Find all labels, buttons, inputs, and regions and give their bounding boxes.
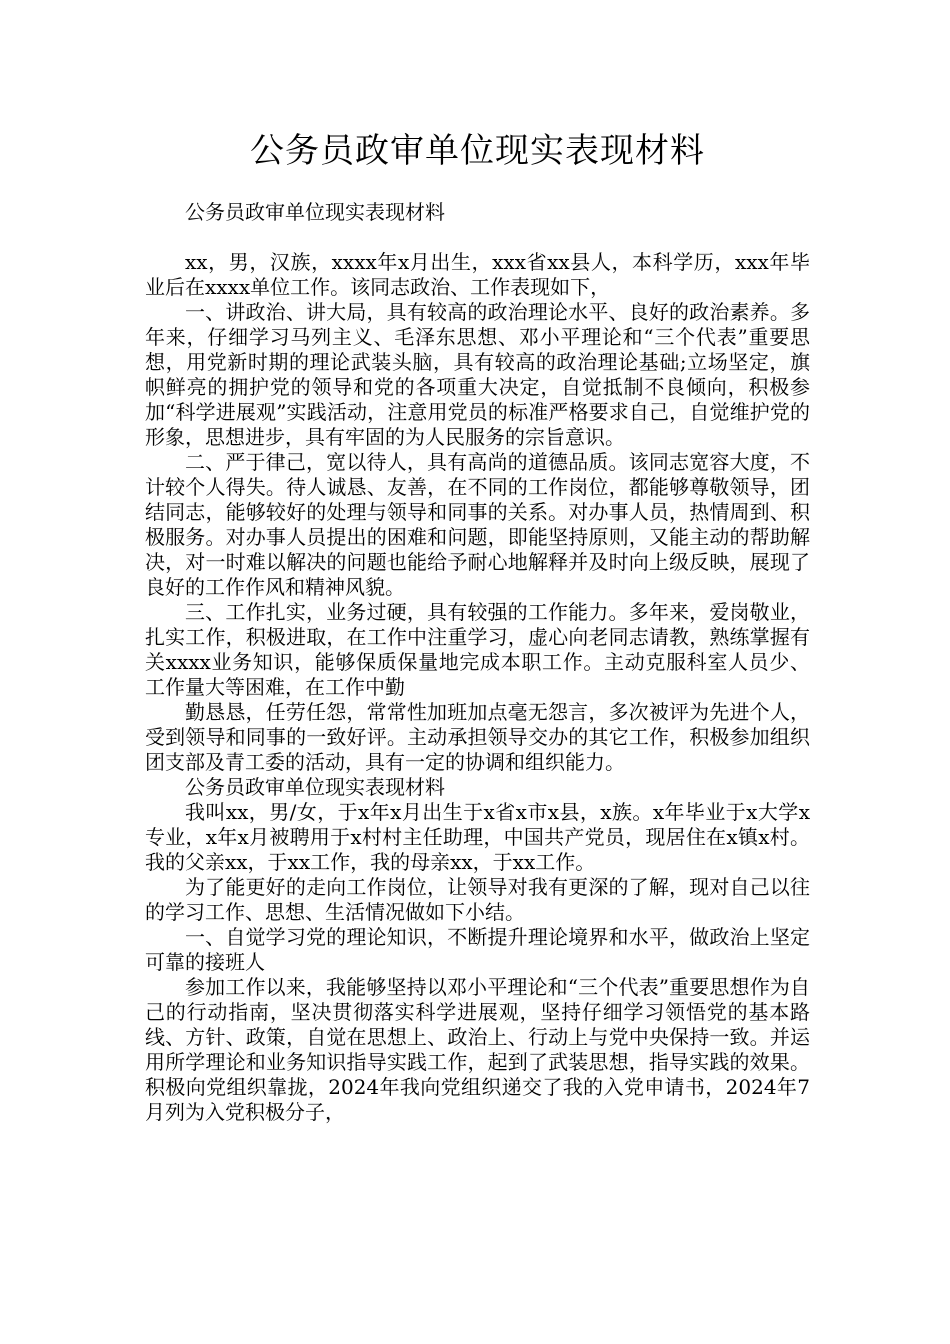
document-title: 公务员政审单位现实表现材料 <box>250 131 705 171</box>
paragraph-section-1: 一、讲政治、讲大局，具有较高的政治理论水平、良好的政治素养。多年来，仔细学习马列主义、毛泽东思想、邓小平理论和“三个代表”重要思想，用党新时期的理论武装头脑，具有较高的政治理论基础;立场坚定，旗帜鲜亮的拥护党的领导和党的各项重大决定，自觉抵制不良倾向，积极参加“科学进展观”实践活动，注意用党员的标准严格要求自己，自觉维护党的形象，思想进步，具有牢固的为人民服务的宗旨意识。 <box>145 300 810 449</box>
paragraph-section-2: 二、严于律己，宽以待人，具有高尚的道德品质。该同志宽容大度，不计较个人得失。待人诚恳、友善，在不同的工作岗位，都能够尊敬领导，团结同志，能够较好的处理与领导和同事的关系。对办事人员，热情周到、积极服务。对办事人员提出的困难和问题，即能坚持原则，又能主动的帮助解决，对一时难以解决的问题也能给予耐心地解释并及时向上级反映，展现了良好的工作作风和精神风貌。 <box>145 450 810 599</box>
paragraph-self-intro: 我叫xx，男/女，于x年x月出生于x省x市x县，x族。x年毕业于x大学x专业，x年x月被聘用于x村村主任助理，中国共产党员，现居住在x镇x村。我的父亲xx，于xx工作，我的母亲xx，于xx工作。 <box>145 800 810 874</box>
paragraph-second-heading: 公务员政审单位现实表现材料 <box>185 775 445 799</box>
paragraph-summary-lead: 为了能更好的走向工作岗位，让领导对我有更深的了解，现对自己以往的学习工作、思想、生活情况做如下小结。 <box>145 875 810 924</box>
document-page <box>145 128 810 1125</box>
paragraph-section-3: 三、工作扎实，业务过硬，具有较强的工作能力。多年来，爱岗敬业，扎实工作，积极进取，在工作中注重学习，虚心向老同志请教，熟练掌握有关xxxx业务知识，能够保质保量地完成本职工作。主动克服科室人员少、工作量大等困难，在工作中勤 <box>145 600 810 699</box>
paragraph-section-3-cont: 勤恳恳，任劳任怨，常常性加班加点毫无怨言，多次被评为先进个人，受到领导和同事的一致好评。主动承担领导交办的其它工作，积极参加组织团支部及青工委的活动，具有一定的协调和组织能力。 <box>145 700 810 774</box>
paragraph-intro: xx，男，汉族，xxxx年x月出生，xxx省xx县人，本科学历，xxx年毕业后在xxxx单位工作。该同志政治、工作表现如下， <box>145 250 810 299</box>
document-subtitle: 公务员政审单位现实表现材料 <box>185 200 445 224</box>
paragraph-point-1-body: 参加工作以来，我能够坚持以邓小平理论和“三个代表”重要思想作为自己的行动指南，坚决贯彻落实科学进展观，坚持仔细学习领悟党的基本路线、方针、政策，自觉在思想上、政治上、行动上与党中央保持一致。并运用所学理论和业务知识指导实践工作，起到了武装思想，指导实践的效果。积极向党组织靠拢，2024年我向党组织递交了我的入党申请书，2024年7月列为入党积极分子， <box>145 975 810 1124</box>
paragraph-point-1-heading: 一、自觉学习党的理论知识，不断提升理论境界和水平，做政治上坚定可靠的接班人 <box>145 925 810 974</box>
